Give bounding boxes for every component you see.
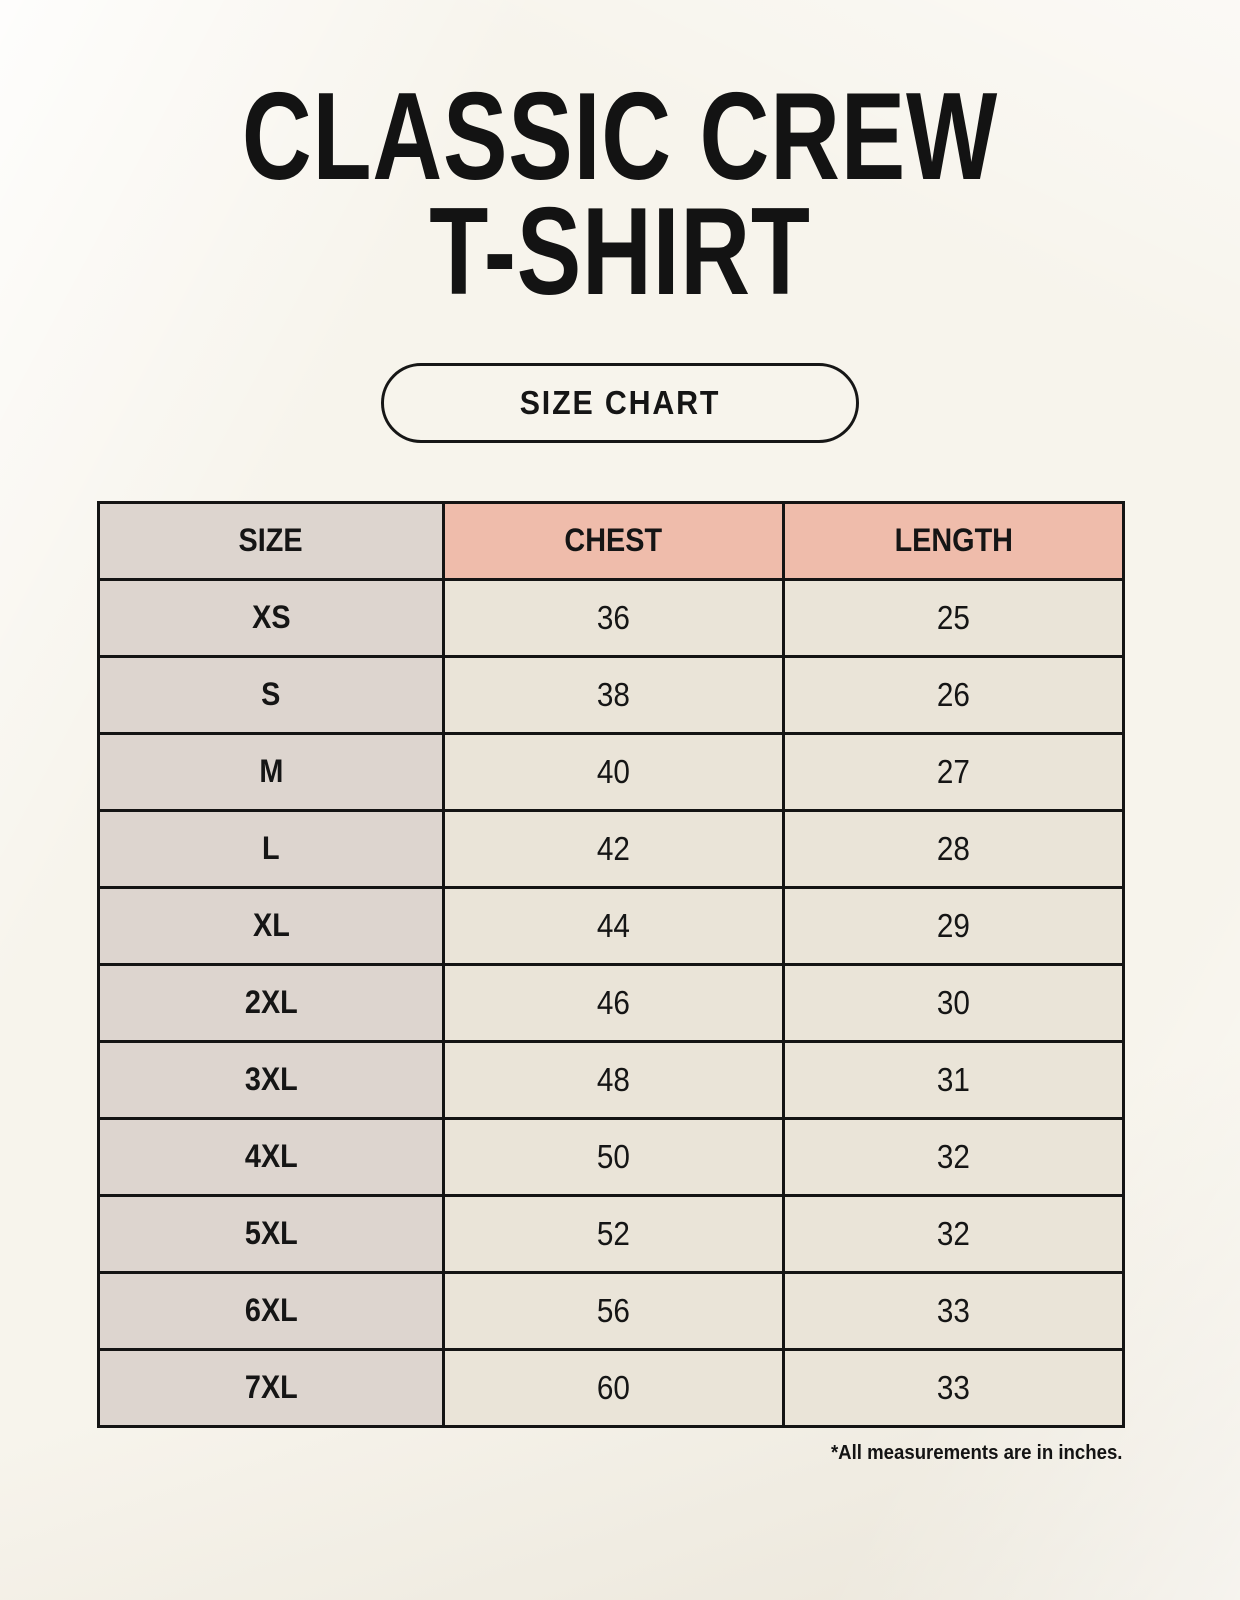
size-chart-button[interactable] [381,363,859,443]
chest-cell: 44 [444,887,784,964]
table-row [99,1349,1124,1426]
size-cell: 6XL [99,1272,444,1349]
measurements-footnote: *All measurements are in inches. [830,1441,1122,1464]
table-row [99,733,1124,810]
table-row [99,1195,1124,1272]
length-cell: 32 [784,1195,1124,1272]
length-cell: 33 [784,1349,1124,1426]
chest-cell: 52 [444,1195,784,1272]
size-chart-button-label: SIZE CHART [519,383,721,421]
table-header-row [99,502,1124,579]
size-cell: M [99,733,444,810]
length-cell: 33 [784,1272,1124,1349]
table-row [99,1272,1124,1349]
page-title-line2: T-SHIRT [429,183,811,322]
chest-cell: 46 [444,964,784,1041]
size-cell: XS [99,579,444,656]
length-cell: 27 [784,733,1124,810]
chest-cell: 56 [444,1272,784,1349]
column-header-chest: CHEST [444,502,784,579]
chest-cell: 60 [444,1349,784,1426]
column-header-size: SIZE [99,502,444,579]
table-row [99,964,1124,1041]
size-table [97,501,1125,1428]
column-header-length: LENGTH [784,502,1124,579]
table-row [99,579,1124,656]
chest-cell: 42 [444,810,784,887]
length-cell: 29 [784,887,1124,964]
length-cell: 30 [784,964,1124,1041]
table-row [99,810,1124,887]
page-title [0,68,1240,322]
chest-cell: 50 [444,1118,784,1195]
size-cell: XL [99,887,444,964]
length-cell: 26 [784,656,1124,733]
size-cell: 3XL [99,1041,444,1118]
length-cell: 25 [784,579,1124,656]
size-cell: 4XL [99,1118,444,1195]
length-cell: 28 [784,810,1124,887]
chest-cell: 36 [444,579,784,656]
size-cell: L [99,810,444,887]
table-row [99,887,1124,964]
size-cell: 7XL [99,1349,444,1426]
chest-cell: 48 [444,1041,784,1118]
table-row [99,1118,1124,1195]
page-title-line1: CLASSIC CREW [241,68,999,206]
table-row [99,1041,1124,1118]
length-cell: 32 [784,1118,1124,1195]
size-cell: S [99,656,444,733]
table-row [99,656,1124,733]
size-cell: 5XL [99,1195,444,1272]
chest-cell: 38 [444,656,784,733]
length-cell: 31 [784,1041,1124,1118]
size-cell: 2XL [99,964,444,1041]
chest-cell: 40 [444,733,784,810]
